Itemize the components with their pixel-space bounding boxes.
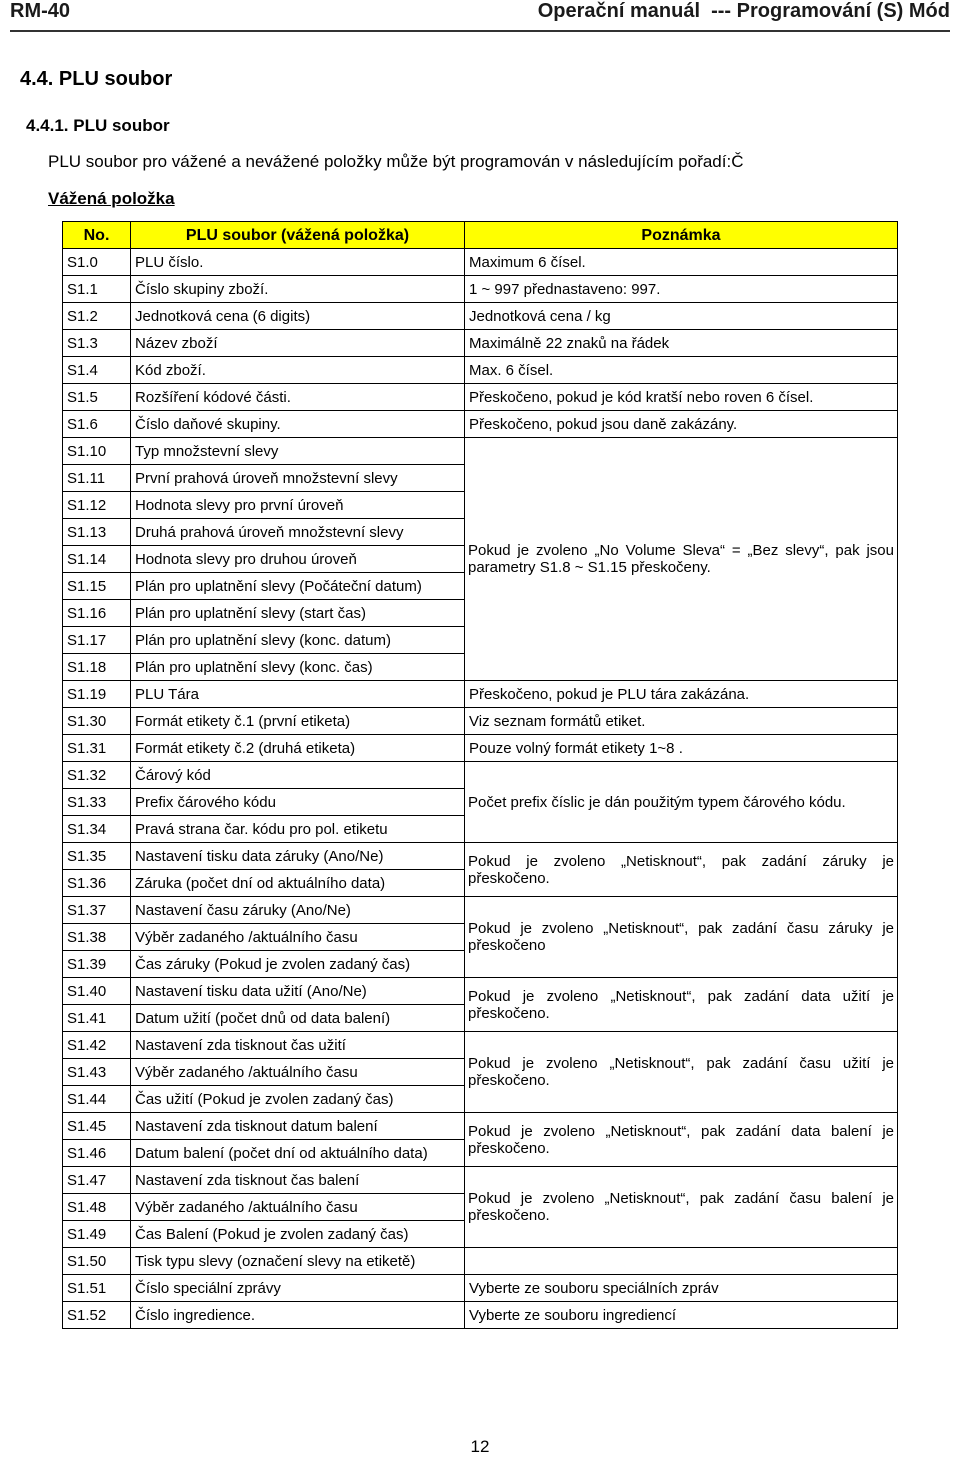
row-note-merged: Pokud je zvoleno „Netisknout“, pak zadání data balení je přeskočeno. [465,1113,898,1167]
row-number: S1.52 [63,1302,131,1329]
row-number: S1.35 [63,843,131,870]
table-row [63,384,898,411]
row-parameter: Číslo ingredience. [131,1302,465,1329]
row-parameter: Čas užití (Pokud je zvolen zadaný čas) [131,1086,465,1113]
row-note-merged: Pokud je zvoleno „Netisknout“, pak zadání záruky je přeskočeno. [465,843,898,897]
table-row [63,411,898,438]
row-parameter: Datum užití (počet dnů od data balení) [131,1005,465,1032]
row-parameter: Druhá prahová úroveň množstevní slevy [131,519,465,546]
row-number: S1.40 [63,978,131,1005]
row-parameter: Formát etikety č.1 (první etiketa) [131,708,465,735]
row-number: S1.46 [63,1140,131,1167]
row-number: S1.50 [63,1248,131,1275]
row-note: Maximum 6 čísel. [465,249,898,276]
intro-text: PLU soubor pro vážené a nevážené položky může být programován v následujícím pořadí:Č [48,152,744,171]
row-number: S1.44 [63,1086,131,1113]
header-no: No. [63,222,131,249]
table-row [63,249,898,276]
table-row [63,897,898,924]
row-parameter: Kód zboží. [131,357,465,384]
row-number: S1.12 [63,492,131,519]
row-number: S1.39 [63,951,131,978]
row-parameter: Čas Balení (Pokud je zvolen zadaný čas) [131,1221,465,1248]
row-parameter: Plán pro uplatnění slevy (start čas) [131,600,465,627]
row-number: S1.51 [63,1275,131,1302]
row-number: S1.30 [63,708,131,735]
row-parameter: Pravá strana čar. kódu pro pol. etiketu [131,816,465,843]
subsection-title: 4.4.1. PLU soubor [26,116,170,135]
header-note: Poznámka [465,222,898,249]
row-note-merged: Pokud je zvoleno „Netisknout“, pak zadání data užití je přeskočeno. [465,978,898,1032]
row-parameter: Číslo skupiny zboží. [131,276,465,303]
row-number: S1.6 [63,411,131,438]
row-parameter: Název zboží [131,330,465,357]
row-parameter: Hodnota slevy pro druhou úroveň [131,546,465,573]
table-row [63,735,898,762]
row-number: S1.17 [63,627,131,654]
row-parameter: Rozšíření kódové části. [131,384,465,411]
row-number: S1.34 [63,816,131,843]
row-note: Maximálně 22 znaků na řádek [465,330,898,357]
row-number: S1.47 [63,1167,131,1194]
row-number: S1.3 [63,330,131,357]
row-number: S1.2 [63,303,131,330]
table-row [63,708,898,735]
row-number: S1.48 [63,1194,131,1221]
row-parameter: Nastavení zda tisknout čas užití [131,1032,465,1059]
table-row [63,330,898,357]
row-number: S1.37 [63,897,131,924]
row-number: S1.32 [63,762,131,789]
row-parameter: Typ množstevní slevy [131,438,465,465]
table-row [63,438,898,465]
row-note-merged [465,1248,898,1275]
row-note-merged: Pokud je zvoleno „Netisknout“, pak zadání času balení je přeskočeno. [465,1167,898,1248]
row-number: S1.19 [63,681,131,708]
row-note: 1 ~ 997 přednastaveno: 997. [465,276,898,303]
row-number: S1.4 [63,357,131,384]
row-number: S1.0 [63,249,131,276]
table-row [63,276,898,303]
row-note-merged: Pokud je zvoleno „Netisknout“, pak zadání času užití je přeskočeno. [465,1032,898,1113]
row-number: S1.49 [63,1221,131,1248]
row-number: S1.31 [63,735,131,762]
row-parameter: Nastavení času záruky (Ano/Ne) [131,897,465,924]
row-number: S1.11 [63,465,131,492]
row-note-merged: Pokud je zvoleno „Netisknout“, pak zadání času záruky je přeskočeno [465,897,898,978]
row-parameter: Nastavení tisku data záruky (Ano/Ne) [131,843,465,870]
table-body [63,249,898,1329]
row-parameter: Formát etikety č.2 (druhá etiketa) [131,735,465,762]
table-row [63,1275,898,1302]
row-parameter: Výběr zadaného /aktuálního času [131,924,465,951]
row-number: S1.14 [63,546,131,573]
row-parameter: Plán pro uplatnění slevy (konc. datum) [131,627,465,654]
header-manual-title: Operační manuál --- Programování (S) Mód [537,0,950,22]
row-parameter: Čárový kód [131,762,465,789]
table-header-row [63,222,898,249]
row-parameter: Nastavení tisku data užití (Ano/Ne) [131,978,465,1005]
row-number: S1.13 [63,519,131,546]
table-row [63,1032,898,1059]
table-row [63,1302,898,1329]
row-number: S1.36 [63,870,131,897]
row-parameter: Záruka (počet dní od aktuálního data) [131,870,465,897]
row-note: Pouze volný formát etikety 1~8 . [465,735,898,762]
row-number: S1.10 [63,438,131,465]
row-parameter: Číslo speciální zprávy [131,1275,465,1302]
row-parameter: PLU číslo. [131,249,465,276]
row-note: Jednotková cena / kg [465,303,898,330]
row-note: Max. 6 čísel. [465,357,898,384]
plu-file-table [62,221,898,1329]
row-note: Přeskočeno, pokud je PLU tára zakázána. [465,681,898,708]
row-number: S1.33 [63,789,131,816]
header-model: RM-40 [10,0,71,22]
row-number: S1.38 [63,924,131,951]
row-parameter: Čas záruky (Pokud je zvolen zadaný čas) [131,951,465,978]
row-parameter: Nastavení zda tisknout čas balení [131,1167,465,1194]
table-row [63,1167,898,1194]
table-subtitle: Vážená položka [48,189,175,208]
table-row [63,1113,898,1140]
row-parameter: Nastavení zda tisknout datum balení [131,1113,465,1140]
header-divider [10,30,950,32]
row-parameter: Výběr zadaného /aktuálního času [131,1194,465,1221]
row-parameter: Datum balení (počet dní od aktuálního data) [131,1140,465,1167]
header-plu-file: PLU soubor (vážená položka) [131,222,465,249]
row-number: S1.16 [63,600,131,627]
row-parameter: Plán pro uplatnění slevy (konc. čas) [131,654,465,681]
page-number: 12 [470,1437,490,1456]
row-parameter: Plán pro uplatnění slevy (Počáteční datum) [131,573,465,600]
row-parameter: Jednotková cena (6 digits) [131,303,465,330]
row-note: Vyberte ze souboru speciálních zpráv [465,1275,898,1302]
table-row [63,843,898,870]
row-parameter: Tisk typu slevy (označení slevy na etiketě) [131,1248,465,1275]
row-parameter: PLU Tára [131,681,465,708]
row-note: Přeskočeno, pokud jsou daně zakázány. [465,411,898,438]
table-row [63,681,898,708]
row-parameter: Prefix čárového kódu [131,789,465,816]
row-number: S1.41 [63,1005,131,1032]
table-row [63,978,898,1005]
row-note-merged: Pokud je zvoleno „No Volume Sleva“ = „Bez slevy“, pak jsou parametry S1.8 ~ S1.15 přeskočeny. [465,438,898,681]
row-number: S1.42 [63,1032,131,1059]
table-row [63,1248,898,1275]
row-parameter: Výběr zadaného /aktuálního času [131,1059,465,1086]
row-number: S1.18 [63,654,131,681]
row-number: S1.45 [63,1113,131,1140]
table-row [63,303,898,330]
row-number: S1.43 [63,1059,131,1086]
table-row [63,762,898,789]
section-title: 4.4. PLU soubor [20,68,173,90]
row-note: Přeskočeno, pokud je kód kratší nebo roven 6 čísel. [465,384,898,411]
table-row [63,357,898,384]
row-note: Vyberte ze souboru ingrediencí [465,1302,898,1329]
row-parameter: Číslo daňové skupiny. [131,411,465,438]
row-parameter: První prahová úroveň množstevní slevy [131,465,465,492]
row-note-merged: Počet prefix číslic je dán použitým typem čárového kódu. [465,762,898,843]
row-parameter: Hodnota slevy pro první úroveň [131,492,465,519]
row-number: S1.5 [63,384,131,411]
row-note: Viz seznam formátů etiket. [465,708,898,735]
row-number: S1.15 [63,573,131,600]
row-number: S1.1 [63,276,131,303]
